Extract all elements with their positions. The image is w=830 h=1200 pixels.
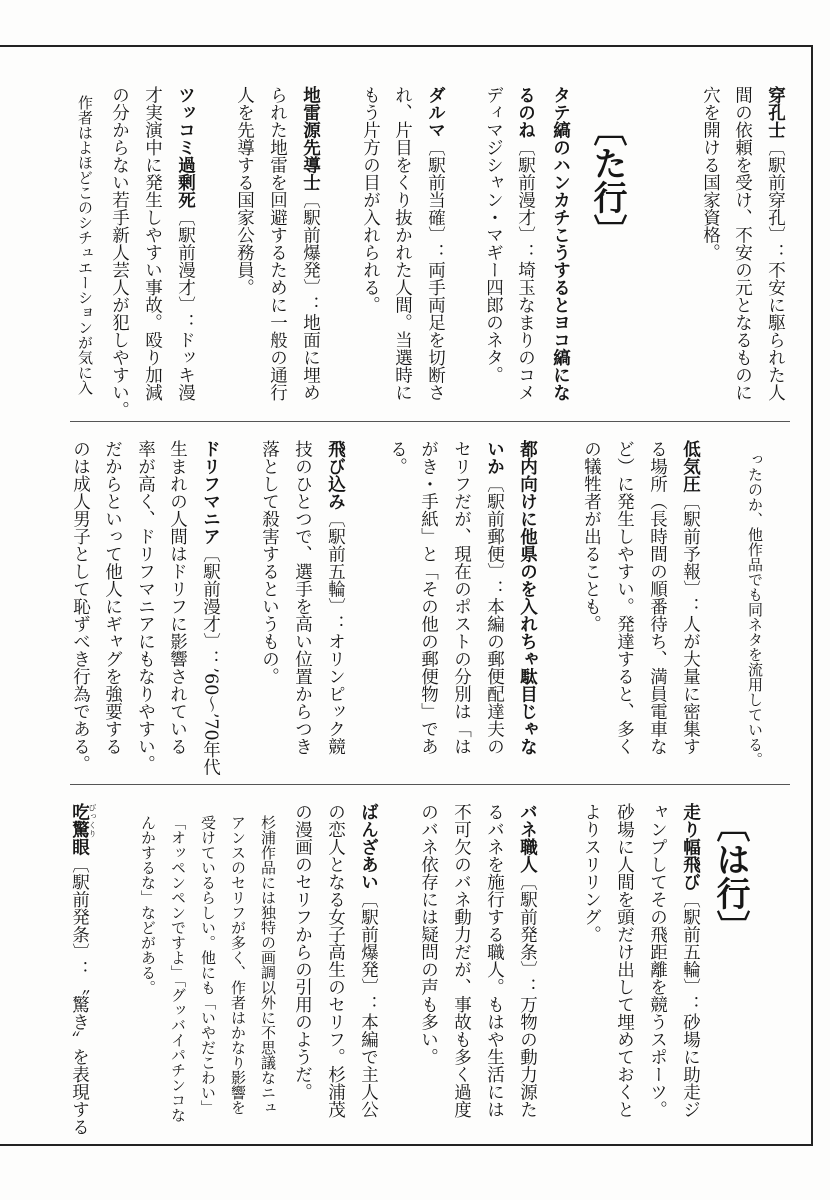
entry-text: のは成人男子として恥ずべき行為である。 bbox=[70, 440, 91, 773]
entry-text: れ、片目をくり抜かれた人間。当選時に bbox=[392, 86, 413, 401]
entry-text: がき・手紙」と「その他の郵便物」であ bbox=[418, 440, 439, 755]
entry-text: 生まれの人間はドリフに影響されている bbox=[167, 440, 188, 755]
entry-text: ディマジシャン・マギー四郎のネタ。 bbox=[483, 86, 504, 384]
entry-text: 才実演中に発生しやすい事故。殴り加減 bbox=[142, 86, 163, 401]
text-column bbox=[608, 803, 641, 1118]
entry-text: 〔駅前五輪〕：砂場に助走ジ bbox=[680, 890, 701, 1118]
entry-text: 〔駅前穿孔〕：不安に駆られた人 bbox=[765, 138, 786, 401]
text-column bbox=[193, 815, 223, 1115]
text-column bbox=[445, 803, 478, 1118]
entry-term: るのね bbox=[515, 86, 536, 139]
entry-text: ったのか、他作品でも同ネタを流用している。 bbox=[746, 452, 764, 767]
text-column bbox=[352, 803, 385, 1118]
text-column bbox=[286, 803, 319, 1101]
entry-term: 低気圧 bbox=[680, 440, 701, 493]
entry-text: のバネ依存には疑問の声も多い。 bbox=[418, 803, 439, 1066]
entry-text: る。 bbox=[387, 440, 408, 475]
entry-text: 落として殺害するというもの。 bbox=[259, 440, 280, 685]
entry-text: 〔駅前爆発〕：地面に埋め bbox=[300, 191, 321, 401]
entry-term: ドリフマニア bbox=[200, 440, 221, 545]
entry-text: 穴を開ける国家資格。 bbox=[700, 86, 721, 261]
term-base: 吃驚 bbox=[69, 803, 90, 838]
text-column bbox=[223, 815, 253, 1115]
entry-term: バネ職人 bbox=[517, 803, 538, 873]
entry-text: る場所（長時間の順番待ち、満員電車な bbox=[647, 440, 668, 755]
entry-text: だからといって他人にギャグを強要する bbox=[102, 440, 123, 755]
text-column bbox=[133, 815, 163, 995]
entry-text: 杉浦作品には独特の画調以外に不思議なニュ bbox=[259, 815, 277, 1115]
text-column bbox=[163, 815, 193, 1123]
entry-text: 率が高く、ドリフマニアにもなりやすい。 bbox=[135, 440, 156, 773]
entry-text: の犠牲者が出ることも。 bbox=[581, 440, 602, 633]
entry-text: んかするな」などがある。 bbox=[139, 815, 157, 995]
entry-term: 飛び込み bbox=[325, 440, 346, 510]
text-column bbox=[511, 803, 544, 1118]
text-column bbox=[412, 803, 445, 1066]
entry-text: 〔駅前当確〕：両手両足を切断さ bbox=[425, 138, 446, 401]
entry-text: 〔駅前漫才〕：ドッキ漫 bbox=[175, 208, 196, 401]
entry-text: られた地雷を回避するために一般の通行 bbox=[267, 86, 288, 401]
entry-text: 不可欠のバネ動力だが、事故も多く過度 bbox=[451, 803, 472, 1118]
entry-text: 〔駅前漫才〕：’60〜’70年代 bbox=[200, 545, 221, 776]
entry-text: 間の依頼を受け、不安の元となるものに bbox=[732, 86, 753, 401]
entry-text: 〔駅前予報〕：人が大量に密集す bbox=[680, 492, 701, 755]
entry-text: 人を先導する国家公務員。 bbox=[234, 86, 255, 296]
heading-text: 〔た行〕 bbox=[587, 112, 627, 248]
heading-text: 〔は行〕 bbox=[710, 808, 750, 944]
entry-term bbox=[69, 803, 97, 838]
section-heading bbox=[702, 808, 758, 944]
entry-text: よりスリリング。 bbox=[581, 803, 602, 943]
text-column bbox=[674, 803, 707, 1118]
entry-text: 〔駅前爆発〕：本編で主人公 bbox=[358, 890, 379, 1118]
entry-term: 眼 bbox=[69, 838, 90, 856]
entry-text: の漫画のセリフからの引用のようだ。 bbox=[292, 803, 313, 1101]
entry-text: の恋人となる女子高生のセリフ。杉浦茂 bbox=[325, 803, 346, 1118]
entry-text: 技のひとつで、選手を高い位置からつき bbox=[292, 440, 313, 755]
entry-text: ャンプしてその飛距離を競うスポーツ。 bbox=[647, 803, 668, 1118]
entry-term: 都内向けに他県のを入れちゃ駄目じゃな bbox=[517, 440, 538, 755]
entry-term: タテ縞のハンカチこうするとヨコ縞にな bbox=[550, 86, 571, 401]
entry-text: るバネを施行する職人。もはや生活には bbox=[484, 803, 505, 1118]
entry-text: 〔駅前郵便〕：本編の郵便配達夫の bbox=[484, 475, 505, 755]
entry-text: 〔駅前漫才〕：埼玉なまりのコメ bbox=[515, 138, 536, 401]
entry-text: 〔駅前発条〕：万物の動力源た bbox=[517, 873, 538, 1118]
entry-term: 走り幅飛び bbox=[680, 803, 701, 891]
text-column bbox=[478, 803, 511, 1118]
entry-text: 受けているらしい。他にも「いやだこわい」 bbox=[199, 815, 217, 1115]
entry-text: アンスのセリフが多く、作者はかなり影響を bbox=[229, 815, 247, 1115]
entry-text: 〔駅前発条〕：〝驚き〟を表現する bbox=[69, 855, 90, 1136]
entry-text: 作者はよほどこのシチュエーションが気に入 bbox=[76, 95, 94, 395]
entry-text: 〔駅前五輪〕：オリンピック競 bbox=[325, 510, 346, 755]
entry-text: 砂場に人間を頭だけ出して埋めておくと bbox=[614, 803, 635, 1118]
entry-text: もう片方の目が入れられる。 bbox=[360, 86, 381, 314]
entry-term: 地雷源先導士 bbox=[300, 86, 321, 191]
text-column bbox=[641, 803, 674, 1118]
text-column bbox=[253, 815, 283, 1115]
entry-term: ツッコミ過剰死 bbox=[175, 86, 196, 209]
entry-text: セリフだが、現在のポストの分別は「は bbox=[451, 440, 472, 755]
text-column bbox=[319, 803, 352, 1118]
entry-text: ど）に発生しやすい。発達すると、多く bbox=[614, 440, 635, 755]
entry-term: 穿孔士 bbox=[765, 86, 786, 139]
furigana: びっくり bbox=[88, 803, 97, 838]
entry-term: ばんざあい bbox=[358, 803, 379, 891]
text-column bbox=[575, 803, 608, 943]
entry-term: ダルマ bbox=[425, 86, 446, 139]
text-column bbox=[64, 803, 97, 1136]
entry-text: 「オッペンペンですよ」「グッバイパチンコな bbox=[169, 815, 187, 1123]
entry-text: の分からない若手新人芸人が犯しやすい。 bbox=[109, 86, 130, 419]
entry-term: いか bbox=[484, 440, 505, 475]
